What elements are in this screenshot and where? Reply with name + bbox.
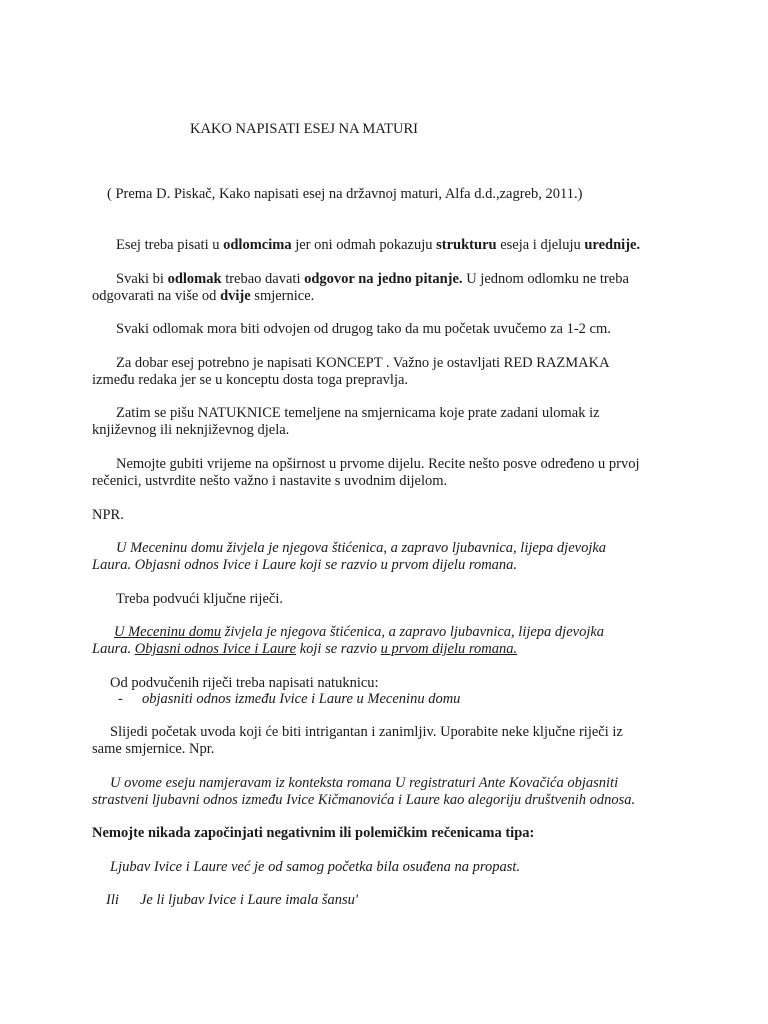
example-intro-line2: strastveni ljubavni odnos između Ivice Kičmanovića i Laure kao alegoriju društvenih odnosa.	[92, 792, 636, 808]
text: odgovarati na više od	[92, 288, 221, 304]
bullet-dash: -	[118, 691, 123, 707]
paragraph-notes-line2: književnog ili neknjiževnog djela.	[92, 422, 290, 438]
bullet-text: objasniti odnos između Ivice i Laure u Meceninu domu	[142, 691, 461, 707]
bold-text: odlomcima	[223, 237, 292, 253]
underlined-question-line2	[92, 641, 517, 658]
underlined-text: u prvom dijelu romana.	[380, 641, 518, 657]
paragraph-concept-line2: između redaka jer se u konceptu dosta toga prepravlja.	[92, 372, 409, 388]
paragraph-intro-line2: rečenici, ustvrdite nešto važno i nastavite s uvodnim dijelom.	[92, 473, 448, 489]
bullet-item	[118, 691, 461, 708]
text: smjernice.	[250, 288, 315, 304]
bold-text: urednije.	[584, 237, 641, 253]
paragraph-notes-line1: Zatim se pišu NATUKNICE temeljene na smjernicama koje prate zadani ulomak iz	[116, 405, 600, 421]
text: jer oni odmah pokazuju	[291, 237, 437, 253]
paragraph-note-instruction: Od podvučenih riječi treba napisati natuknicu:	[110, 675, 379, 691]
bold-text: odgovor na jedno pitanje.	[304, 271, 463, 287]
paragraph-one-question-line2	[92, 288, 314, 305]
text: koji se razvio	[296, 641, 381, 657]
example-question-line2: Laura. Objasni odnos Ivice i Laure koji se razvio u prvom dijelu romana.	[92, 557, 518, 573]
document-title: KAKO NAPISATI ESEJ NA MATURI	[190, 121, 418, 137]
text: Je li ljubav Ivice i Laure imala šansu'	[140, 892, 359, 908]
paragraph-one-question-line1	[116, 271, 629, 288]
source-citation: ( Prema D. Piskač, Kako napisati esej na državnoj maturi, Alfa d.d.,zagreb, 2011.)	[107, 186, 583, 202]
paragraph-underline-keywords: Treba podvući ključne riječi.	[116, 591, 283, 607]
text: Esej treba pisati u	[116, 237, 224, 253]
underlined-text: U Meceninu domu	[114, 624, 222, 640]
or-label: Ili	[106, 892, 119, 908]
text: trebao davati	[221, 271, 305, 287]
negative-example-2	[106, 892, 359, 909]
paragraph-intro-start-line2: same smjernice. Npr.	[92, 741, 215, 757]
text: U jednom odlomku ne treba	[462, 271, 629, 287]
negative-example-1: Ljubav Ivice i Laure već je od samog početka bila osuđena na propast.	[110, 859, 521, 875]
example-intro-line1: U ovome eseju namjeravam iz konteksta romana U registraturi Ante Kovačića objasniti	[110, 775, 619, 791]
bold-text: strukturu	[436, 237, 497, 253]
text: Laura.	[92, 641, 135, 657]
text: Svaki bi	[116, 271, 168, 287]
example-label: NPR.	[92, 507, 124, 523]
paragraph-indent: Svaki odlomak mora biti odvojen od drugog tako da mu početak uvučemo za 1-2 cm.	[116, 321, 611, 337]
text: eseja i djeluju	[496, 237, 585, 253]
bold-text: odlomak	[167, 271, 222, 287]
example-question-line1: U Meceninu domu živjela je njegova štićenica, a zapravo ljubavnica, lijepa djevojka	[116, 540, 607, 556]
paragraph-intro-line1: Nemojte gubiti vrijeme na opširnost u prvome dijelu. Recite nešto posve određeno u prvoj	[116, 456, 640, 472]
warning-paragraph: Nemojte nikada započinjati negativnim ili polemičkim rečenicama tipa:	[92, 825, 535, 841]
bold-text: dvije	[220, 288, 251, 304]
text: živjela je njegova štićenica, a zapravo ljubavnica, lijepa djevojka	[221, 624, 605, 640]
underlined-question-line1	[92, 624, 604, 641]
paragraph-intro-start-line1: Slijedi početak uvoda koji će biti intrigantan i zanimljiv. Uporabite neke ključne riječi iz	[110, 724, 623, 740]
paragraph-paragraphs	[116, 237, 640, 254]
underlined-text: Objasni odnos Ivice i Laure	[134, 641, 297, 657]
paragraph-concept-line1: Za dobar esej potrebno je napisati KONCEPT . Važno je ostavljati RED RAZMAKA	[116, 355, 610, 371]
